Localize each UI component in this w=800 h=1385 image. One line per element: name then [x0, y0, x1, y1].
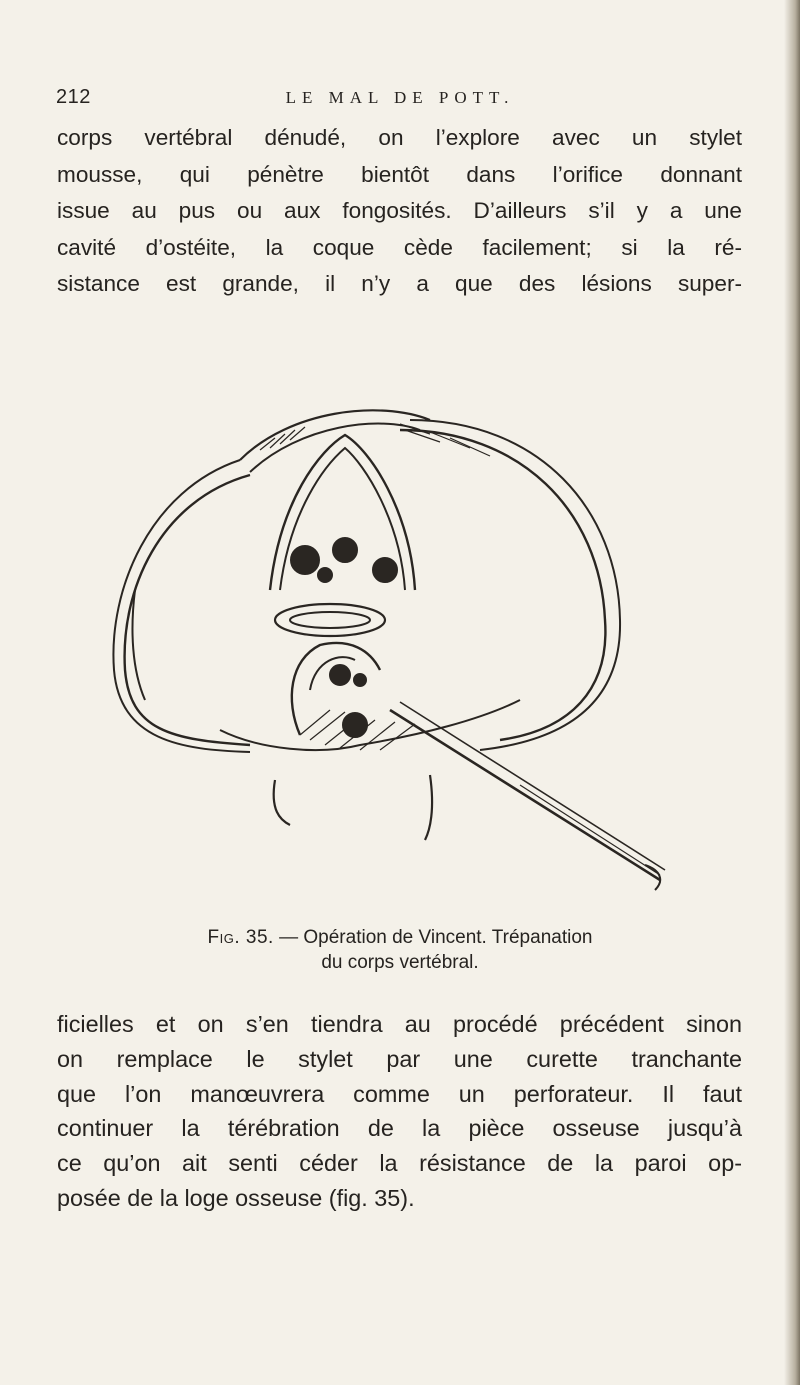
right-muscle-mass	[400, 430, 605, 740]
text-line: continuer la térébration de la pièce osseuse jusqu’à	[57, 1115, 742, 1142]
text-line: cavité d’ostéite, la coque cède facilement; si la ré-	[57, 234, 742, 260]
text-line: sistance est grande, il n’y a que des lésions super-	[57, 271, 742, 297]
text-line: mousse, qui pénètre bientôt dans l’orifice donnant	[57, 161, 742, 187]
figure-label: Fig. 35.	[207, 927, 274, 948]
text-line: on remplace le stylet par une curette tranchante	[57, 1045, 742, 1072]
text-line: corps vertébral dénudé, on l’explore avec un stylet	[57, 125, 742, 150]
vertebra-trepanation-figure	[100, 390, 700, 910]
text-line: que l’on manœuvrera comme un perforateur. Il faut	[57, 1080, 742, 1107]
text-line: posée de la loge osseuse (fig. 35).	[57, 1184, 415, 1211]
text-line: ce qu’on ait senti céder la résistance de la paroi op-	[57, 1150, 742, 1177]
page-edge-shadow	[784, 0, 800, 1385]
text-line: issue au pus ou aux fongosités. D’ailleurs s’il y a une	[57, 198, 742, 224]
paragraph-bottom	[57, 1007, 742, 1216]
page-number: 212	[56, 86, 91, 108]
running-head: LE MAL DE POTT.	[285, 88, 515, 107]
caption-text: — Opération de Vincent. Trépanation	[279, 927, 593, 948]
paragraph-top	[57, 120, 742, 303]
figure-caption	[0, 925, 800, 975]
text-line: ficielles et on s’en tiendra au procédé précédent sinon	[57, 1011, 742, 1037]
left-muscle-mass	[125, 475, 250, 745]
spinal-cord	[275, 604, 385, 636]
caption-text-line2: du corps vertébral.	[321, 952, 479, 973]
